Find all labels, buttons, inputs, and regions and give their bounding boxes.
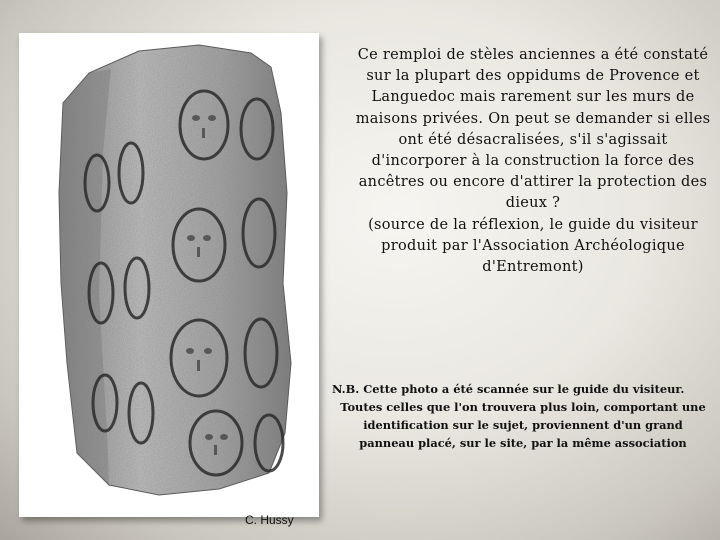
carved-stele-image [19, 33, 319, 517]
note-line: Toutes celles que l'on trouvera plus loin, comportant une [340, 400, 706, 414]
note-line: N.B. Cette photo a été scannée sur le guide du visiteur. [332, 382, 685, 396]
note-block [326, 380, 720, 452]
photo-credit: C. Hussy [245, 513, 294, 527]
source-paragraph: (source de la réflexion, le guide du visiteur produit par l'Association Archéologique d'Entremont) [368, 216, 698, 276]
note-line: panneau placé, sur le site, par la même association [359, 436, 687, 450]
main-paragraph: Ce remploi de stèles anciennes a été constaté sur la plupart des oppidums de Provence et Languedoc mais rarement sur les murs de maisons privées. On peut se demander si elles ont été désacralisées, s'il s'agissait d'incorporer à la construction la force des ancêtres ou encore d'attirer la protection des dieux ? [355, 47, 711, 212]
main-text [352, 45, 714, 278]
note-line: identification sur le sujet, proviennent d'un grand [363, 418, 683, 432]
stele-photo [19, 33, 319, 527]
